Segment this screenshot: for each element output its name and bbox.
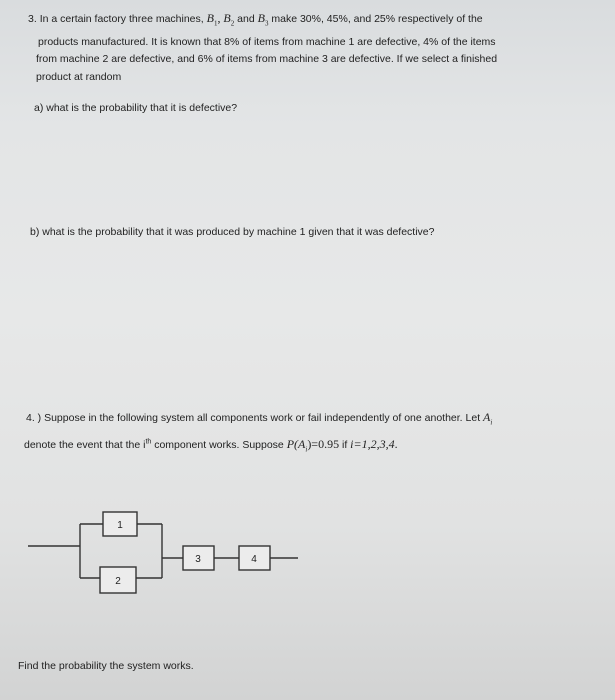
machine-b2: $B_2$: [223, 11, 235, 28]
index-expression: i=1,2,3,4.: [350, 437, 398, 451]
q3-number: 3.: [28, 13, 37, 25]
q4-line-2: denote the event that the $i^{th}$ component works. Suppose $P(A_i)=0.95$ if i=1,2,3,4.: [24, 437, 398, 454]
q3-line-1: 3. In a certain factory three machines, $B_1$, $B_2$ and $B_3$ make 30%, 45%, and 25% respectively of the: [28, 11, 483, 28]
q4-line1-text: Suppose in the following system all components work or fail independently of one another. Let: [44, 412, 481, 424]
q4-number: 4. ): [26, 412, 42, 424]
q4-line-1: [26, 410, 492, 426]
machine-b3: $B_3$: [257, 11, 269, 28]
q3-intro-pre: In a certain factory three machines,: [39, 13, 204, 25]
component-1-label: 1: [117, 520, 123, 531]
event-a-i: $A_i$: [483, 410, 493, 427]
q3-line-3: from machine 2 are defective, and 6% of items from machine 3 are defective. If we select a finished: [36, 53, 498, 65]
q3-line-4: product at random: [36, 71, 122, 83]
system-diagram: [0, 500, 615, 610]
component-3-label: 3: [195, 554, 201, 565]
component-2-label: 2: [115, 576, 121, 587]
q3-part-b: b) what is the probability that it was produced by machine 1 given that it was defective?: [30, 226, 435, 238]
machine-b1: $B_1$: [206, 11, 218, 28]
component-4-label: 4: [251, 554, 257, 565]
prob-expression: $P(A_i)=0.95$: [286, 437, 340, 454]
q3-intro-post: make 30%, 45%, and 25% respectively of the: [271, 13, 483, 25]
q3-line-2: products manufactured. It is known that 8% of items from machine 1 are defective, 4% of the items: [38, 36, 496, 48]
q3-and: and: [237, 13, 255, 25]
q4-final-question: Find the probability the system works.: [18, 660, 194, 672]
q3-part-a: a) what is the probability that it is defective?: [34, 102, 238, 114]
